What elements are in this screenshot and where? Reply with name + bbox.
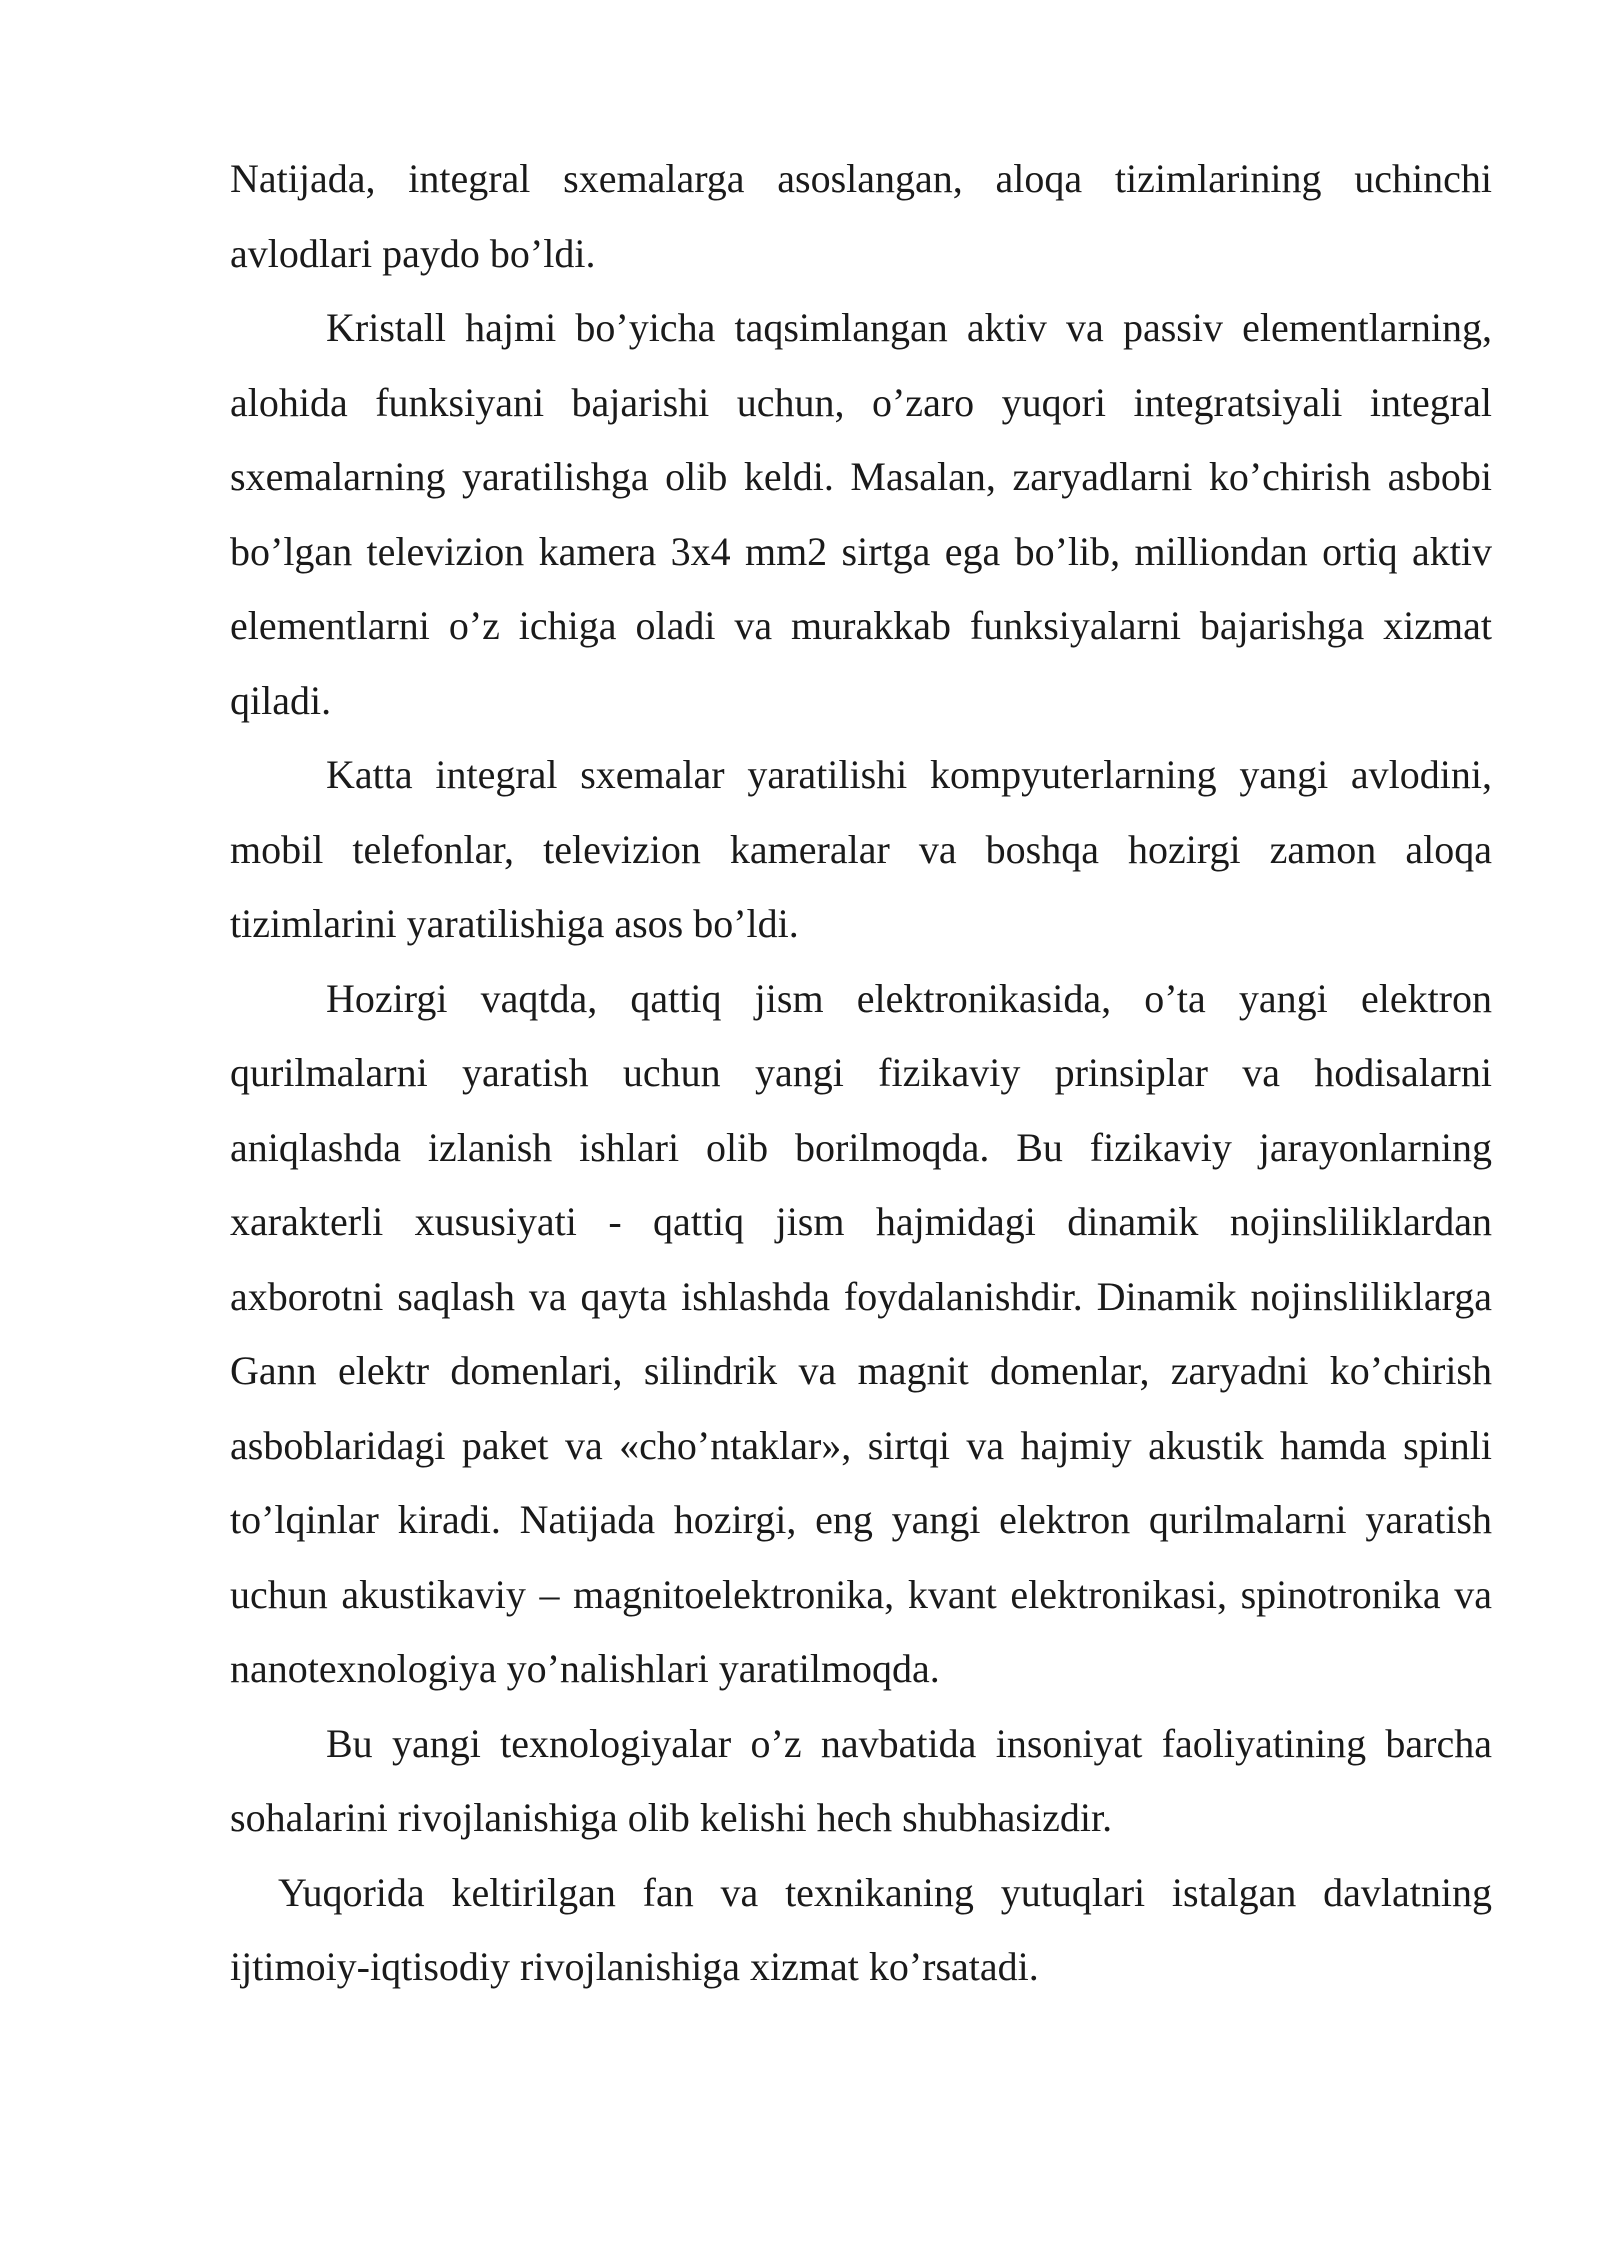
paragraph-2: Kristall hajmi bo’yicha taqsimlangan aktiv va passiv elementlarning, alohida funksiyani bajarishi uchun, o’zaro yuqori integratsiyali integral sxemalarning yaratilishga olib keldi. Masalan, zaryadlarni ko’chirish asbobi bo’lgan televizion kamera 3x4 mm2 sirtga ega bo’lib, milliondan ortiq aktiv elementlarni o’z ichiga oladi va murakkab funksiyalarni bajarishga xizmat qiladi. xyxy=(230,305,1492,723)
paragraph-5: Bu yangi texnologiyalar o’z navbatida insoniyat faoliyatining barcha sohalarini rivojlanishiga olib kelishi hech shubhasizdir. xyxy=(230,1720,1492,1840)
paragraph-4: Hozirgi vaqtda, qattiq jism elektronikasida, o’ta yangi elektron qurilmalarni yaratish uchun yangi fizikaviy prinsiplar va hodisalarni aniqlashda izlanish ishlari olib borilmoqda. Bu fizikaviy jarayonlarning xarakterli xususiyati - qattiq jism hajmidagi dinamik nojinsliliklardan axborotni saqlash va qayta ishlashda foydalanishdir. Dinamik nojinsliliklarga Gann elektr domenlari, silindrik va magnit domenlar, zaryadni ko’chirish asboblaridagi paket va «cho’ntaklar», sirtqi va hajmiy akustik hamda spinli to’lqinlar kiradi. Natijada hozirgi, eng yangi elektron qurilmalarni yaratish uchun akustikaviy – magnitoelektronika, kvant elektronikasi, spinotronika va nanotexnologiya yo’nalishlari yaratilmoqda. xyxy=(230,975,1492,1691)
paragraph-3: Katta integral sxemalar yaratilishi kompyuterlarning yangi avlodini, mobil telefonlar, televizion kameralar va boshqa hozirgi zamon aloqa tizimlarini yaratilishiga asos bo’ldi. xyxy=(230,752,1492,946)
document-page xyxy=(230,142,1492,2005)
paragraph-6: Yuqorida keltirilgan fan va texnikaning yutuqlari istalgan davlatning ijtimoiy-iqtisodiy rivojlanishiga xizmat ko’rsatadi. xyxy=(230,1869,1492,1989)
paragraph-1: Natijada, integral sxemalarga asoslangan, aloqa tizimlarining uchinchi avlodlari paydo bo’ldi. xyxy=(230,156,1492,276)
